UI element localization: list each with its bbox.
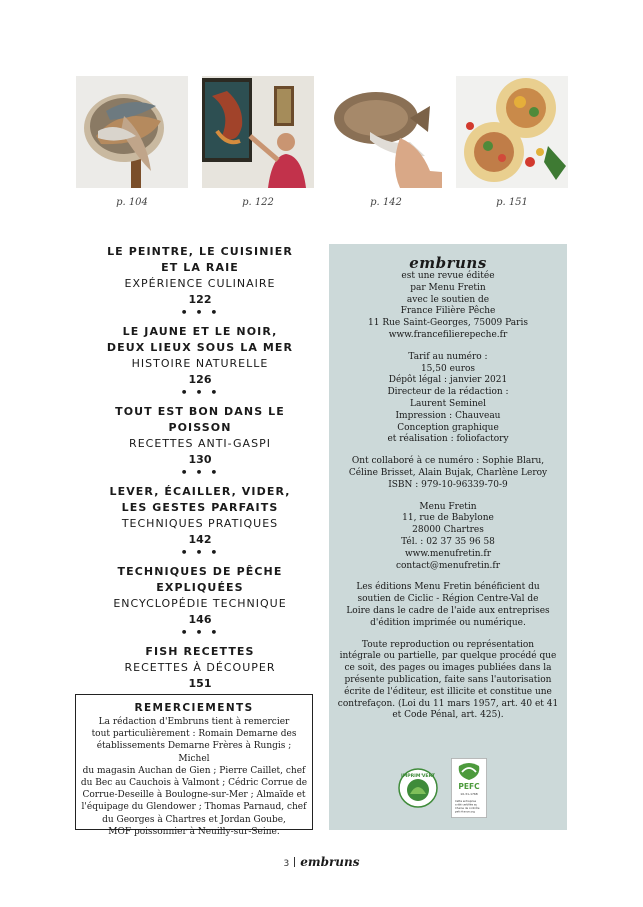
toc-title: LES GESTES PARFAITS: [121, 501, 279, 514]
toc-section: RECETTES À DÉCOUPER: [124, 661, 276, 674]
pefc-note-line: a été certifiée au: [455, 803, 478, 807]
colophon-line: intégrale ou partielle, par quelque procédé que: [339, 651, 557, 662]
photo-fish-tacos: [456, 76, 568, 188]
colophon-line: Laurent Seminel: [410, 398, 486, 409]
colophon-line: 11 Rue Saint-Georges, 75009 Paris: [368, 318, 528, 329]
colophon-line: 28000 Chartres: [412, 525, 484, 536]
colophon-line: 15,50 euros: [420, 363, 476, 374]
acknowledgements-line: du Georges à Chartres et Jordan Goube,: [102, 814, 286, 825]
pefc-code: 10-31-1768: [460, 792, 478, 796]
toc-section: RECETTES ANTI-GASPI: [129, 437, 271, 450]
colophon-line: Menu Fretin: [419, 501, 477, 512]
pefc-note-line: Cette entreprise: [455, 800, 477, 803]
photo-painter: [202, 76, 314, 188]
toc-entry[interactable]: [90, 564, 310, 628]
toc-title: FISH RECETTES: [145, 645, 255, 658]
colophon-line: Conception graphique: [397, 422, 499, 433]
table-of-contents: [90, 244, 310, 692]
colophon-line: 11, rue de Babylone: [402, 513, 494, 524]
photo-caption: p. 122: [242, 197, 274, 208]
toc-title: EXPLIQUÉES: [156, 581, 244, 594]
colophon-line: Loire dans le cadre de l'aide aux entreprises: [346, 605, 550, 616]
acknowledgements-line: du magasin Auchan de Gien ; Pierre Caillet, chef: [82, 765, 306, 776]
website-link[interactable]: www.francefilierepeche.fr: [388, 329, 508, 340]
colophon-line: Tarif au numéro :: [408, 351, 488, 362]
photo-fish-basket: [76, 76, 188, 188]
colophon-line: est une revue éditée: [401, 271, 495, 281]
colophon-block: [329, 352, 567, 446]
imprim-vert-logo: [398, 768, 438, 808]
toc-page: 146: [188, 613, 212, 626]
colophon-line: soutien de Ciclic - Région Centre-Val de: [357, 594, 539, 605]
toc-page: 122: [188, 293, 212, 306]
page-footer: [0, 855, 643, 869]
acknowledgements-heading: REMERCIEMENTS: [134, 702, 254, 714]
pefc-label: PEFC: [458, 782, 480, 791]
colophon-line: ce soit, des pages ou images publiées dans la: [344, 663, 552, 674]
colophon-line: avec le soutien de: [406, 294, 490, 305]
acknowledgements-line: La rédaction d'Embruns tient à remercier: [98, 717, 290, 727]
colophon-line: écrite de l'éditeur, est illicite et constitue une: [344, 686, 552, 697]
acknowledgements-line: Corrue-Deseille à Boulogne-sur-Mer ; Almaïde et: [82, 790, 306, 801]
toc-page: 151: [188, 677, 212, 690]
toc-page: 126: [188, 373, 212, 386]
toc-divider: • • •: [180, 306, 220, 319]
colophon-line: contrefaçon. (Loi du 11 mars 1957, art. 40 et 41: [337, 698, 559, 709]
toc-divider: • • •: [180, 466, 220, 479]
toc-entry[interactable]: [90, 404, 310, 468]
photo-caption: p. 142: [370, 197, 402, 208]
colophon-panel: [329, 244, 567, 830]
photo-caption: p. 151: [496, 197, 528, 208]
colophon-line: d'édition imprimée ou numérique.: [370, 617, 526, 628]
colophon-line: Dépôt légal : janvier 2021: [388, 375, 508, 386]
page-number: 3: [283, 859, 290, 869]
colophon-line: et Code Pénal, art. 425).: [392, 710, 504, 721]
colophon-line: Céline Brisset, Alain Bujak, Charlène Leroy: [348, 467, 548, 478]
colophon-block: [329, 456, 567, 491]
colophon-line: et réalisation : foliofactory: [387, 434, 509, 445]
colophon-line: Ont collaboré à ce numéro : Sophie Blaru,: [351, 456, 545, 467]
footer-divider: [294, 857, 295, 867]
toc-title: LEVER, ÉCAILLER, VIDER,: [109, 485, 291, 498]
email-link[interactable]: contact@menufretin.fr: [395, 560, 501, 571]
toc-section: ENCYCLOPÉDIE TECHNIQUE: [113, 597, 287, 610]
colophon-block: [329, 640, 567, 723]
website-link[interactable]: www.menufretin.fr: [404, 548, 492, 559]
colophon-line: présente publication, faite sans l'autorisation: [344, 674, 552, 685]
embruns-logo: embruns: [409, 254, 487, 272]
acknowledgements-line: MOF poissonnier à Neuilly-sur-Seine.: [108, 826, 280, 837]
toc-page: 142: [188, 533, 212, 546]
acknowledgements-box: [75, 694, 313, 837]
toc-divider: • • •: [180, 386, 220, 399]
colophon-line: Impression : Chauveau: [395, 410, 501, 421]
acknowledgements-line: du Bec au Cauchois à Valmont ; Cédric Corrue de: [80, 778, 308, 789]
pefc-note-line: pefc-france.org: [455, 810, 475, 814]
toc-title: LE PEINTRE, LE CUISINIER: [107, 245, 293, 258]
toc-entry[interactable]: [90, 324, 310, 388]
toc-title: ET LA RAIE: [161, 261, 239, 274]
acknowledgements-line: tout particulièrement : Romain Demarne des: [91, 729, 297, 740]
footer-brand: embruns: [300, 855, 360, 869]
toc-title: DEUX LIEUX SOUS LA MER: [106, 341, 294, 354]
toc-section: HISTOIRE NATURELLE: [131, 357, 269, 370]
acknowledgements-line: établissements Demarne Frères à Rungis ; Michel: [96, 741, 292, 764]
colophon-line: Toute reproduction ou représentation: [361, 639, 535, 650]
toc-section: EXPÉRIENCE CULINAIRE: [124, 277, 276, 290]
colophon-block: [329, 271, 567, 342]
toc-divider: • • •: [180, 626, 220, 639]
toc-section: TECHNIQUES PRATIQUES: [121, 517, 279, 530]
colophon-line: Les éditions Menu Fretin bénéficient du: [356, 582, 540, 593]
pefc-note-line: Chaine de contrôle: [455, 807, 480, 810]
toc-title: LE JAUNE ET LE NOIR,: [122, 325, 278, 338]
colophon-block: [329, 582, 567, 629]
toc-title: TOUT EST BON DANS LE POISSON: [115, 405, 285, 434]
colophon-line: Tél. : 02 37 35 96 58: [401, 536, 495, 547]
toc-entry[interactable]: [90, 244, 310, 308]
colophon-line: par Menu Fretin: [410, 282, 486, 293]
toc-entry[interactable]: [90, 644, 310, 692]
acknowledgements-line: l'équipage du Glendower ; Thomas Parnaud, chef: [81, 802, 307, 813]
imprim-vert-label: IMPRIM'VERT: [400, 774, 436, 779]
toc-title: TECHNIQUES DE PÊCHE: [117, 565, 283, 578]
colophon-line: France Filière Pêche: [400, 306, 496, 317]
colophon-block: [329, 502, 567, 573]
photo-flatfish: [330, 76, 442, 188]
pefc-logo: [451, 758, 487, 818]
toc-divider: • • •: [180, 546, 220, 559]
photo-caption: p. 104: [116, 197, 148, 208]
colophon-line: ISBN : 979-10-96339-70-9: [388, 479, 508, 490]
toc-entry[interactable]: [90, 484, 310, 548]
colophon-line: Directeur de la rédaction :: [387, 387, 509, 398]
toc-page: 130: [188, 453, 212, 466]
